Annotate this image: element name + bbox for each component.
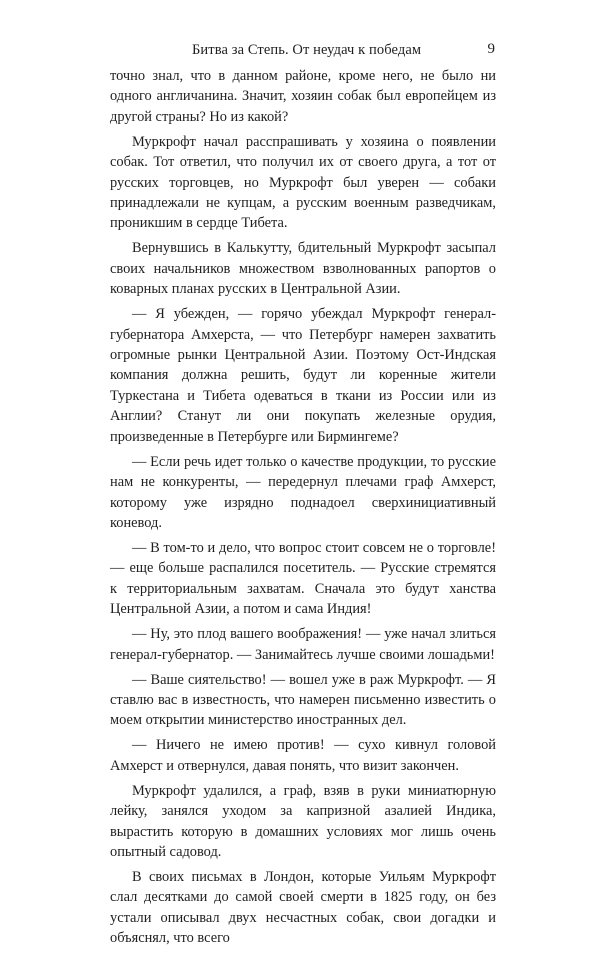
page-number: 9 xyxy=(487,41,495,57)
paragraph: Муркрофт начал расспрашивать у хозяина о появлении собак. Тот ответил, что получил их от своего друга, а тот от русских торговцев, но Муркрофт был уверен — собаки принадлежали не купцам, а русским военным разведчикам, проникшим в сердце Тибета. xyxy=(110,133,496,232)
running-header xyxy=(110,40,495,64)
paragraph: — Если речь идет только о качестве продукции, то русские нам не конкуренты, — передернул плечами граф Амхерст, которому уже изрядно поднадоел сверхинициативный коневод. xyxy=(110,453,496,531)
paragraph: Муркрофт удалился, а граф, взяв в руки миниатюрную лейку, занялся уходом за капризной азалией Индика, вырастить которую в домашних условиях мог лишь очень опытный садовод. xyxy=(110,782,496,860)
running-title: Битва за Степь. От неудач к победам xyxy=(192,42,422,58)
body-text xyxy=(110,66,496,953)
paragraph: точно знал, что в данном районе, кроме него, не было ни одного англичанина. Значит, хозяин собак был европейцем из другой страны? Но из какой? xyxy=(110,68,496,125)
paragraph: — Ваше сиятельство! — вошел уже в раж Муркрофт. — Я ставлю вас в известность, что намерен письменно известить о моем открытии министерство иностранных дел. xyxy=(110,671,496,729)
paragraph: — Ничего не имею против! — сухо кивнул головой Амхерст и отвернулся, давая понять, что визит закончен. xyxy=(110,737,496,774)
paragraph: — Я убежден, — горячо убеждал Муркрофт генерал-губернатора Амхерста, — что Петербург намерен захватить огромные рынки Центральной Азии. Поэтому Ост-Индская компания должна решить, будут ли коренные жители Туркестана и Тибета одеваться в ткани из России или из Англии? Станут ли они покупать железные орудия, произведенные в Петербурге или Бирмингеме? xyxy=(110,306,496,445)
paragraph: — В том-то и дело, что вопрос стоит совсем не о торговле! — еще больше распалился посетитель. — Русские стремятся к территориальным захватам. Сначала это будут ханства Центральной Азии, а потом и сама Индия! xyxy=(110,539,496,618)
paragraph: В своих письмах в Лондон, которые Уильям Муркрофт слал десятками до самой своей смерти в 1825 году, он без устали описывал двух несчастных собак, свои догадки и объяснял, что всего xyxy=(110,868,496,947)
paragraph: Вернувшись в Калькутту, бдительный Муркрофт засыпал своих начальников множеством взволнованных рапортов о коварных планах русских в Центральной Азии. xyxy=(110,240,496,298)
paragraph: — Ну, это плод вашего воображения! — уже начал злиться генерал-губернатор. — Занимайтесь лучше своими лошадьми! xyxy=(110,626,496,663)
